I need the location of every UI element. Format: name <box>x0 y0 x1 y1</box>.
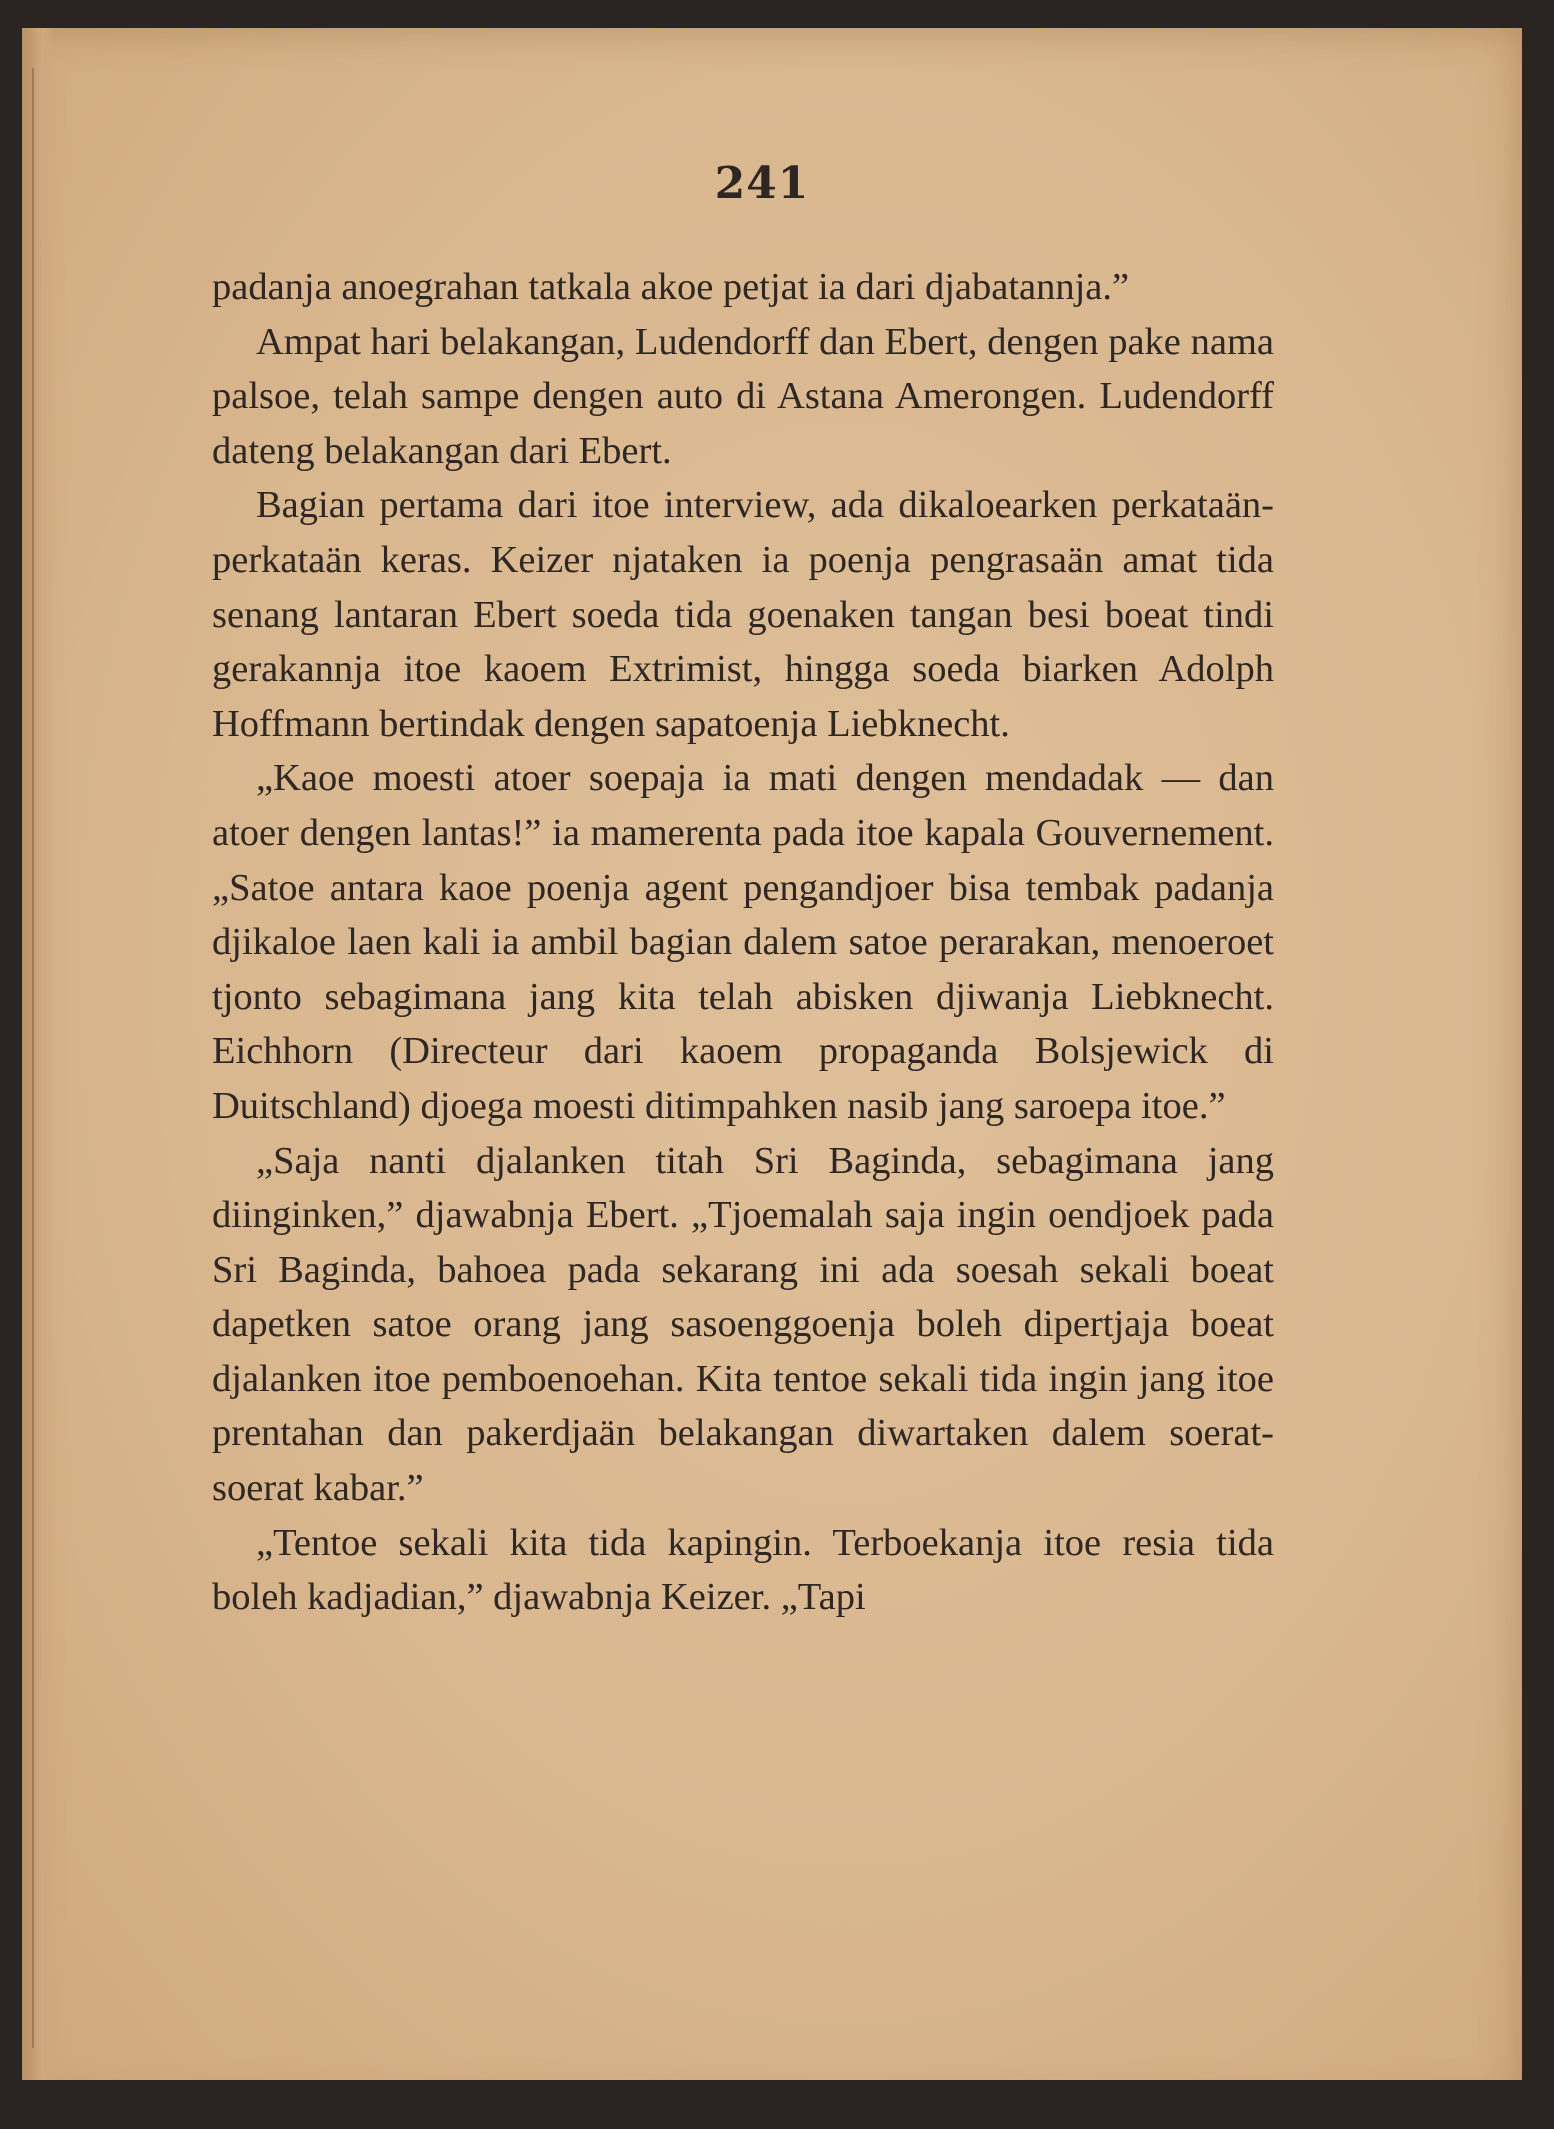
paragraph-1: padanja anoegrahan tatkala akoe petjat ia dari djabatannja.” <box>212 266 1130 308</box>
text-body <box>212 260 1274 1625</box>
paragraph-6: „Tentoe sekali kita tida kapingin. Terboekanja itoe resia tida boleh kadjadian,” djawabnja Keizer. „Tapi <box>212 1521 1274 1619</box>
paragraph-5: „Saja nanti djalanken titah Sri Baginda, sebagimana jang diinginken,” djawabnja Ebert. „Tjoemalah saja ingin oendjoek pada Sri Baginda, bahoea pada sekarang ini ada soesah sekali boeat dapetken satoe orang jang sasoenggoenja boleh dipertjaja boeat djalanken itoe pemboenoehan. Kita tentoe sekali tida ingin jang itoe prentahan dan pakerdjaän belakangan diwartaken dalem soerat-soerat kabar.” <box>212 1139 1274 1510</box>
margin-line <box>32 68 34 2048</box>
paragraph-2: Ampat hari belakangan, Ludendorff dan Ebert, dengen pake nama palsoe, telah sampe dengen auto di Astana Amerongen. Ludendorff dateng belakangan dari Ebert. <box>212 320 1274 472</box>
binding-edge <box>22 28 56 2103</box>
paragraph-4: „Kaoe moesti atoer soepaja ia mati dengen mendadak — dan atoer dengen lantas!” ia mamerenta pada itoe kapala Gouvernement. „Satoe antara kaoe poenja agent pengandjoer bisa tembak padanja djikaloe laen kali ia ambil bagian dalem satoe perarakan, menoeroet tjonto sebagimana jang kita telah abisken djiwanja Liebknecht. Eichhorn (Directeur dari kaoem propaganda Bolsjewick di Duitschland) djoega moesti ditimpahken nasib jang saroepa itoe.” <box>212 757 1274 1127</box>
book-page <box>22 28 1522 2103</box>
scan-bottom-edge <box>0 2080 1554 2129</box>
page-number: 241 <box>714 158 810 209</box>
paragraph-3: Bagian pertama dari itoe interview, ada dikaloearken perkataän-perkataän keras. Keizer njataken ia poenja pengrasaän amat tida senang lantaran Ebert soeda tida goenaken tangan besi boeat tindi gerakannja itoe kaoem Extrimist, hingga soeda biarken Adolph Hoffmann bertindak dengen sapatoenja Liebknecht. <box>212 484 1274 745</box>
